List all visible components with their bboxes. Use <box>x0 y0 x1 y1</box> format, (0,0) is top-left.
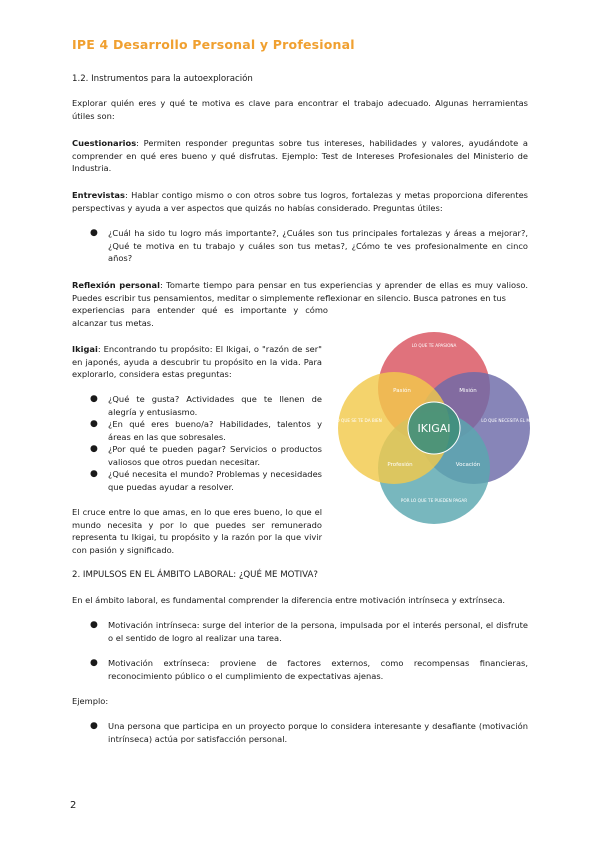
venn-profesion-label: Profesión <box>387 462 413 468</box>
bullet-icon: ● <box>90 469 98 479</box>
venn-vocacion-label: Vocación <box>455 462 481 468</box>
bullet-icon: ● <box>90 394 98 404</box>
bullet-icon: ● <box>90 620 98 630</box>
reflexion-paragraph-end: experiencias para entender qué es importante y cómo alcanzar tus metas. <box>72 305 328 328</box>
ikigai-paragraph <box>72 343 322 381</box>
bullet-icon: ● <box>90 721 98 731</box>
ikigai-bullet-4: ¿Qué necesita el mundo? Problemas y necesidades que puedas ayudar a resolver. <box>108 469 322 492</box>
reflexion-text: : Tomarte tiempo para pensar en tus experiencias y aprender de ellas es muy valioso. Puedes escribir tus pensamientos, meditar o simplemente reflexionar en silencio. Busca patrones en tus <box>72 280 528 303</box>
venn-left-label: LO QUE SE TE DA BIEN <box>334 418 382 423</box>
venn-mision-label: Misión <box>459 388 477 394</box>
motivacion-extrinseca-bullet: Motivación extrínseca: proviene de factores externos, como recompensas financieras, reconocimiento público o el cumplimiento de expectativas ajenas. <box>108 658 528 681</box>
venn-right-label: LO QUE NECESITA EL MUNDO <box>481 418 543 423</box>
venn-pasion-label: Pasión <box>393 388 411 394</box>
entrevistas-text: : Hablar contigo mismo o con otros sobre tus logros, fortalezas y metas proporciona diferentes perspectivas y ayuda a ver aspectos que quizás no habías considerado. Preguntas útiles: <box>72 190 528 213</box>
ikigai-label: Ikigai <box>72 344 98 354</box>
section-2-intro: En el ámbito laboral, es fundamental comprender la diferencia entre motivación intrínseca y extrínseca. <box>72 595 506 605</box>
bullet-icon: ● <box>90 228 98 238</box>
cuestionarios-label: Cuestionarios <box>72 138 137 148</box>
page-number: 2 <box>70 800 77 811</box>
venn-bottom-label: POR LO QUE TE PUEDEN PAGAR <box>400 498 468 503</box>
entrevistas-bullet: ¿Cuál ha sido tu logro más importante?, ¿Cuáles son tus principales fortalezas y áreas a mejorar?, ¿Qué te motiva en tu trabajo y cuáles son tus metas?, ¿Cómo te ves profesionalmente en cinco años? <box>108 228 528 264</box>
cruce-paragraph: El cruce entre lo que amas, en lo que eres bueno, lo que el mundo necesita y por lo que puedes ser remunerado representa tu Ikigai, tu propósito y la razón por la que vivir con pasión y significado. <box>72 507 322 555</box>
bullet-icon: ● <box>90 419 98 429</box>
reflexion-paragraph <box>72 279 528 304</box>
ikigai-bullet-3: ¿Por qué te pueden pagar? Servicios o productos valiosos que otros puedan necesitar. <box>108 444 322 467</box>
ikigai-text: : Encontrando tu propósito: El Ikigai, o "razón de ser" en japonés, ayuda a descubrir tu propósito en la vida. Para explorarlo, considera estas preguntas: <box>72 344 322 380</box>
ejemplo-label: Ejemplo: <box>72 696 109 706</box>
entrevistas-paragraph <box>72 189 528 214</box>
intro-paragraph: Explorar quién eres y qué te motiva es clave para encontrar el trabajo adecuado. Algunas herramientas útiles son: <box>72 98 528 121</box>
venn-center-label: IKIGAI <box>417 422 451 435</box>
ikigai-diagram <box>334 330 543 526</box>
bullet-icon: ● <box>90 658 98 668</box>
section-heading-1-2: 1.2. Instrumentos para la autoexploración <box>72 74 253 84</box>
ikigai-bullet-2: ¿En qué eres bueno/a? Habilidades, talentos y áreas en las que sobresales. <box>108 419 322 442</box>
reflexion-label: Reflexión personal <box>72 280 160 290</box>
cuestionarios-text: : Permiten responder preguntas sobre tus intereses, habilidades y valores, ayudándote a comprender en qué eres bueno y qué disfrutas. Ejemplo: Test de Intereses Profesionales del Ministerio de Industria. <box>72 138 528 174</box>
page-title: IPE 4 Desarrollo Personal y Profesional <box>72 37 355 52</box>
entrevistas-label: Entrevistas <box>72 190 125 200</box>
ikigai-bullet-1: ¿Qué te gusta? Actividades que te llenen de alegría y entusiasmo. <box>108 394 322 417</box>
section-heading-2: 2. IMPULSOS EN EL ÁMBITO LABORAL: ¿QUÉ ME MOTIVA? <box>72 570 318 580</box>
venn-top-label: LO QUE TE APASIONA <box>411 343 457 348</box>
cuestionarios-paragraph <box>72 137 528 175</box>
motivacion-intrinseca-bullet: Motivación intrínseca: surge del interior de la persona, impulsada por el interés personal, el disfrute o el sentido de logro al realizar una tarea. <box>108 620 528 643</box>
bullet-icon: ● <box>90 444 98 454</box>
ejemplo-bullet: Una persona que participa en un proyecto porque lo considera interesante y desafiante (motivación intrínseca) actúa por satisfacción personal. <box>108 721 528 744</box>
